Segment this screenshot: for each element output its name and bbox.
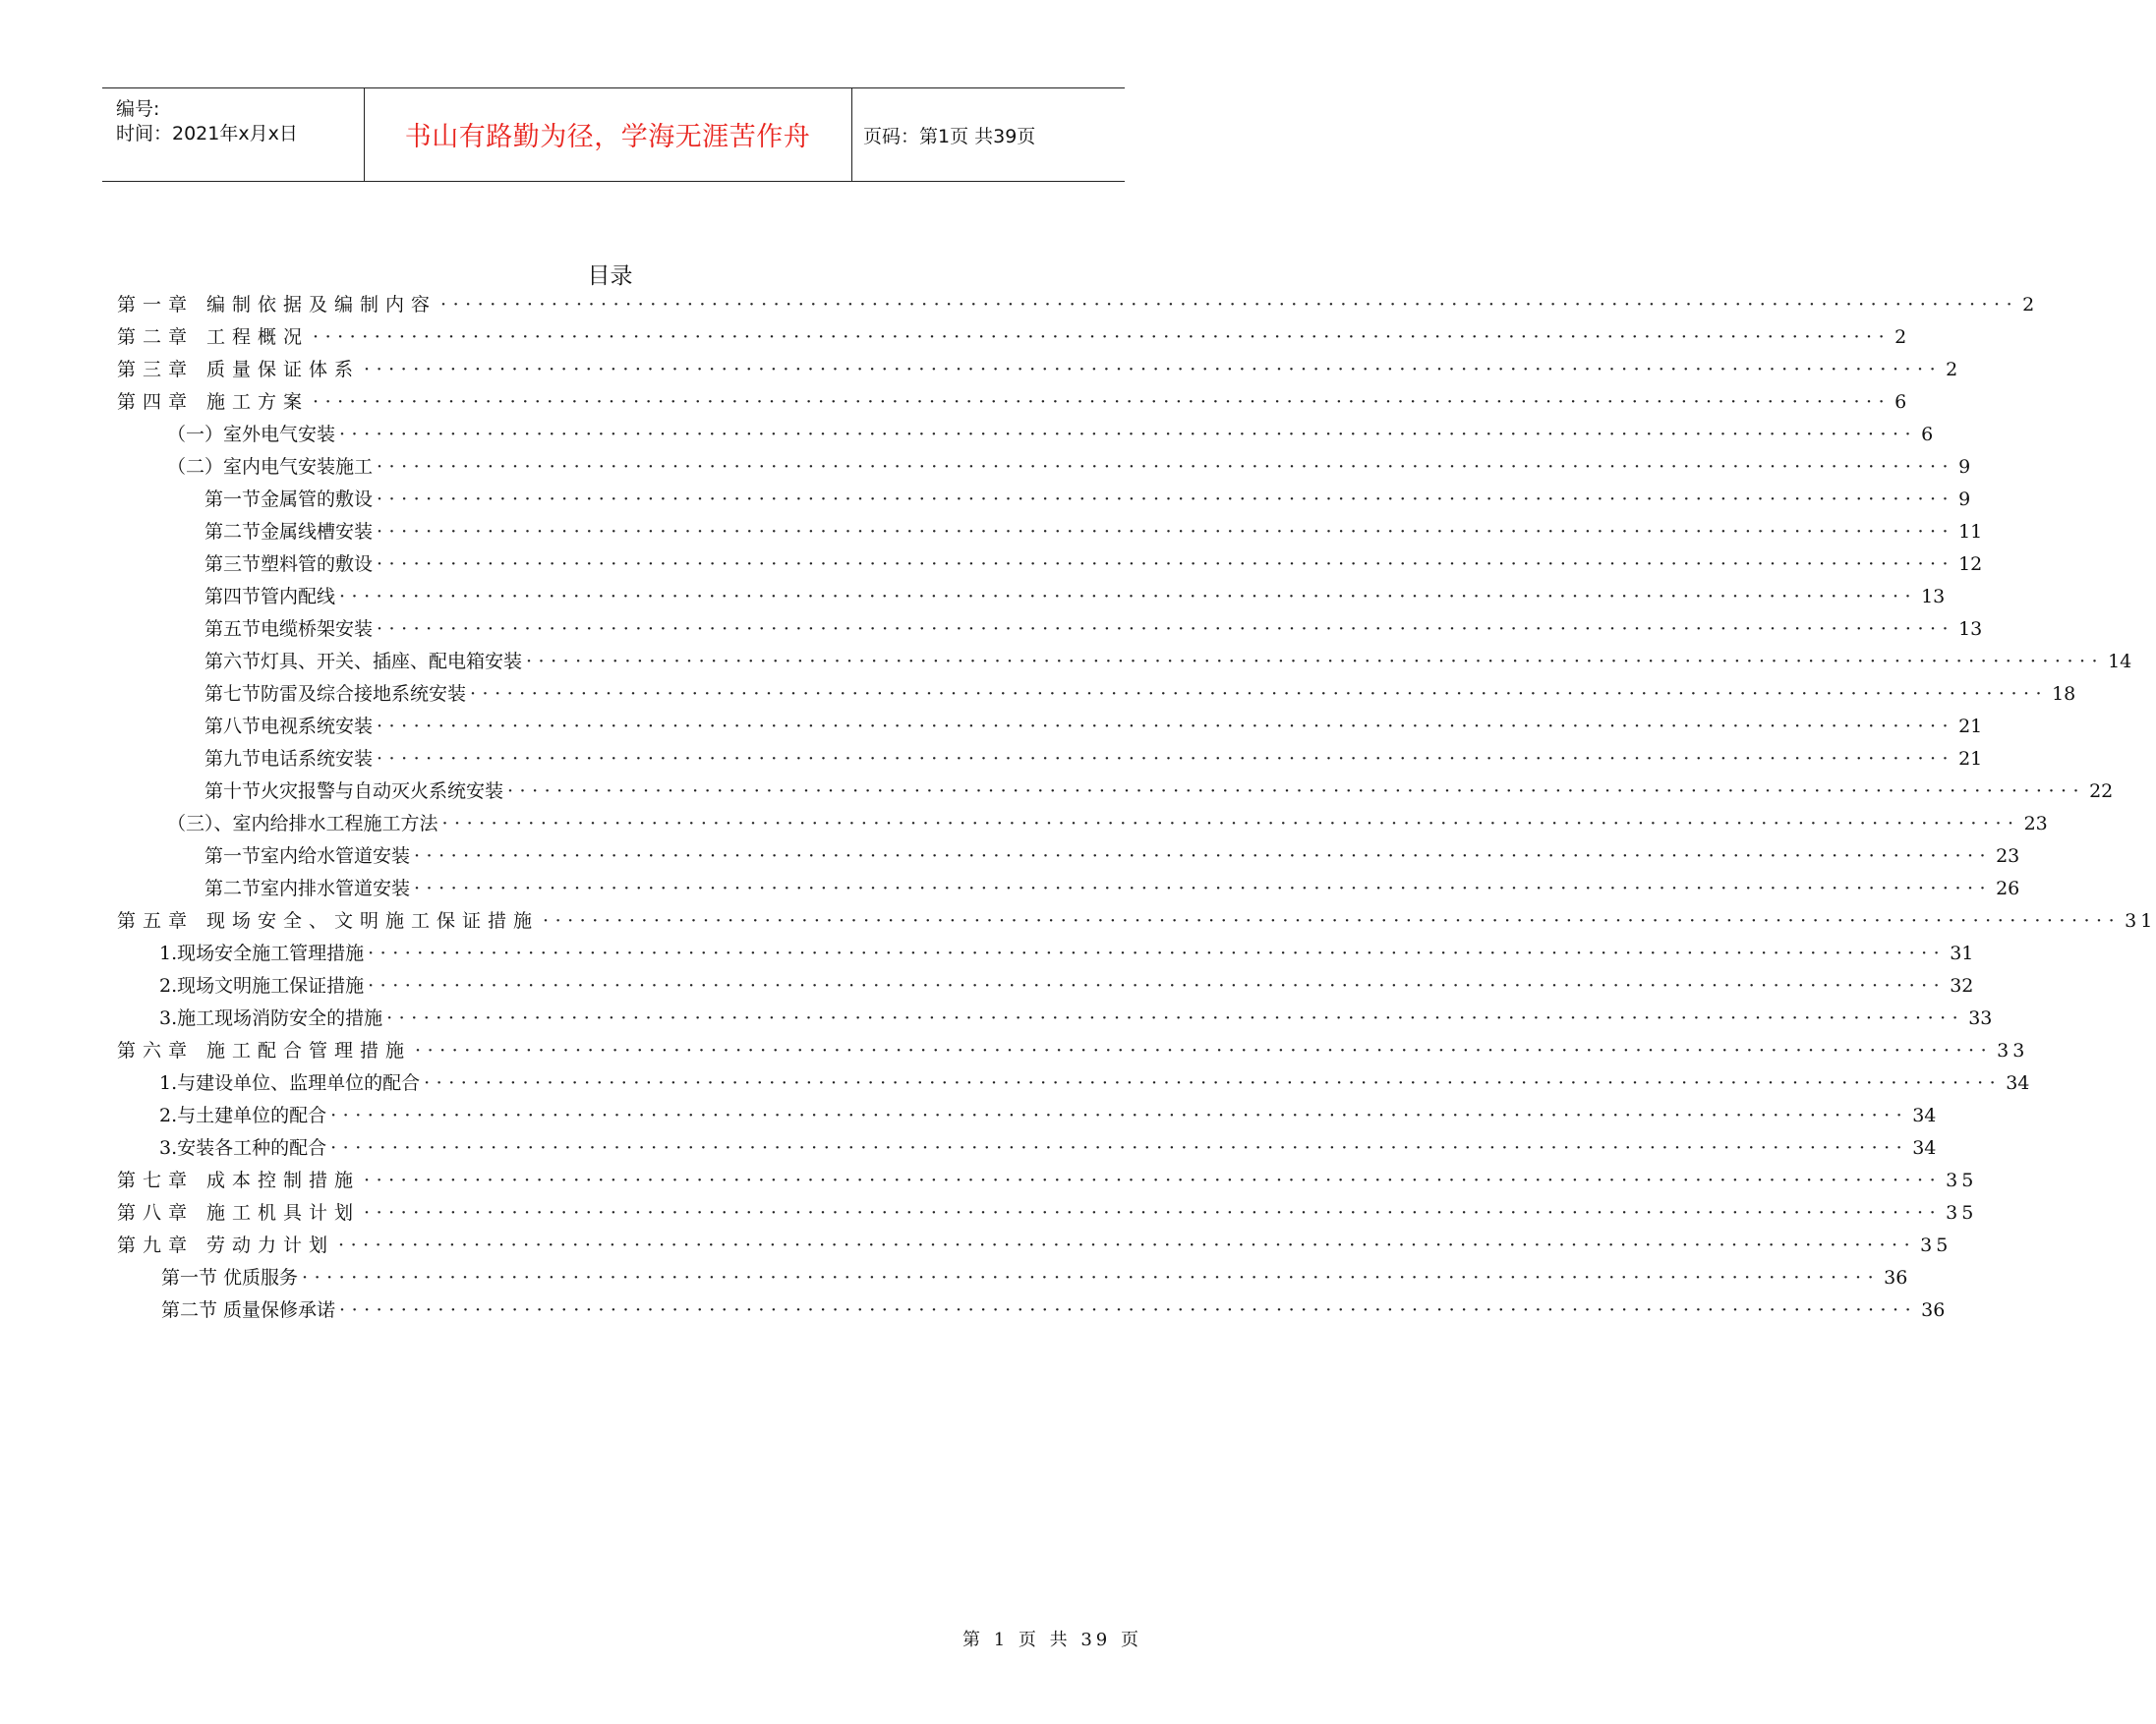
toc-entry-page: 9 [1958, 456, 1971, 478]
toc-entry-page: 33 [1968, 1007, 1993, 1029]
toc-entry[interactable] [204, 679, 2076, 711]
toc-leader: ································································································································ [339, 586, 1918, 607]
toc-leader: ································································································································ [339, 424, 1918, 445]
toc-entry-page: 34 [1912, 1137, 1937, 1159]
toc-entry[interactable] [117, 906, 2156, 938]
toc-entry-title: 第四章 施工方案 [117, 391, 310, 413]
header-middle-cell [364, 88, 852, 181]
toc-entry-title: （一）室外电气安装 [167, 424, 336, 445]
toc-leader: ································································································································ [414, 878, 1993, 899]
toc-entry-title: 第二节 质量保修承诺 [161, 1299, 336, 1321]
toc-leader: ································································································································ [338, 1235, 1917, 1256]
toc-entry-title: 第五章 现场安全、文明施工保证措施 [117, 910, 540, 932]
time-label: 时间：2021年x月x日 [116, 123, 298, 144]
toc-entry-page: 34 [2006, 1072, 2030, 1094]
header-page-label: 页码：第1页 共39页 [863, 126, 1036, 147]
toc-entry-page: 13 [1958, 618, 1983, 640]
toc-entry-page: 14 [2108, 651, 2132, 672]
toc-leader: ································································································································ [424, 1072, 2003, 1094]
toc-entry-title: 第七章 成本控制措施 [117, 1170, 361, 1191]
toc-entry[interactable] [204, 712, 1983, 743]
toc-leader: ································································································································ [302, 1267, 1881, 1289]
toc-entry[interactable] [159, 1068, 2030, 1100]
toc-entry[interactable] [204, 485, 1971, 516]
toc-leader: ································································································································ [377, 456, 1955, 478]
toc-entry[interactable] [117, 1231, 1952, 1262]
toc-entry-page: 32 [1950, 975, 1974, 997]
toc-entry-page: 2 [1946, 359, 1962, 380]
toc-entry-page: 6 [1921, 424, 1934, 445]
toc-entry[interactable] [117, 355, 1962, 386]
toc-entry-page: 13 [1921, 586, 1946, 607]
toc-entry-title: 第六章 施工配合管理措施 [117, 1040, 412, 1062]
toc-entry-page: 35 [1946, 1202, 1978, 1224]
toc-entry[interactable] [204, 549, 1983, 581]
header-right-cell [851, 88, 1125, 181]
toc-entry-page: 23 [2023, 813, 2048, 834]
toc-entry[interactable] [159, 1133, 1937, 1165]
toc-entry-title: 第四节管内配线 [204, 586, 336, 607]
toc-entry-title: 第九章 劳动力计划 [117, 1235, 335, 1256]
toc-entry-title: 第九节电话系统安装 [204, 748, 374, 770]
toc-entry-page: 31 [1950, 943, 1974, 964]
toc-entry-title: （二）室内电气安装施工 [167, 456, 374, 478]
toc-leader: ································································································································ [507, 780, 2086, 802]
toc-entry-page: 31 [2125, 910, 2156, 932]
toc-entry[interactable] [204, 841, 2020, 873]
toc-entry[interactable] [204, 874, 2020, 905]
toc-entry-title: 第一节室内给水管道安装 [204, 845, 411, 867]
toc-leader: ································································································································ [414, 845, 1993, 867]
toc-entry-title: 2.现场文明施工保证措施 [159, 975, 365, 997]
toc-leader: ································································································································ [313, 326, 1892, 348]
toc-entry[interactable] [204, 776, 2114, 808]
toc-entry[interactable] [161, 1295, 1946, 1327]
toc-leader: ································································································································ [377, 553, 1955, 575]
toc-leader: ································································································································ [330, 1137, 1909, 1159]
toc-leader: ································································································································ [377, 716, 1955, 737]
toc-entry[interactable] [159, 1004, 1993, 1035]
toc-entry-page: 2 [1894, 326, 1911, 348]
page-header [102, 87, 1125, 182]
toc-entry[interactable] [204, 517, 1983, 548]
toc-entry-title: 3.安装各工种的配合 [159, 1137, 327, 1159]
toc-entry[interactable] [159, 1101, 1937, 1132]
toc-entry-page: 18 [2052, 683, 2076, 705]
number-label: 编号: [116, 98, 160, 120]
toc-entry-page: 36 [1884, 1267, 1908, 1289]
page-footer: 第 1 页 共 39 页 [962, 1630, 1142, 1650]
toc-entry-title: 1.与建设单位、监理单位的配合 [159, 1072, 421, 1094]
toc-entry-title: 第二节金属线槽安装 [204, 521, 374, 543]
toc-entry-title: 第一节 优质服务 [161, 1267, 299, 1289]
toc-entry-page: 21 [1958, 748, 1983, 770]
toc-entry[interactable] [159, 971, 1974, 1003]
toc-entry-title: （三）、室内给排水工程施工方法 [167, 813, 438, 834]
toc-entry[interactable] [159, 939, 1974, 970]
toc-entry-page: 35 [1920, 1235, 1952, 1256]
toc-entry[interactable] [167, 809, 2048, 840]
toc-entry[interactable] [167, 420, 1934, 451]
toc-leader: ································································································································ [470, 683, 2049, 705]
toc-entry[interactable] [117, 322, 1911, 354]
toc-entry-title: 第三节塑料管的敷设 [204, 553, 374, 575]
toc-entry-page: 21 [1958, 716, 1983, 737]
toc-entry[interactable] [117, 387, 1911, 419]
toc-entry[interactable] [117, 290, 2039, 321]
toc-leader: ································································································································ [441, 813, 2020, 834]
toc-entry[interactable] [204, 647, 2132, 678]
toc-entry[interactable] [204, 614, 1983, 646]
toc-leader: ································································································································ [386, 1007, 1965, 1029]
toc-entry-title: 1.现场安全施工管理措施 [159, 943, 365, 964]
toc-entry-title: 第二章 工程概况 [117, 326, 310, 348]
toc-entry-page: 33 [1997, 1040, 2029, 1062]
toc-entry[interactable] [204, 744, 1983, 776]
toc-leader: ································································································································ [364, 1202, 1943, 1224]
toc-entry-title: 第一节金属管的敷设 [204, 488, 374, 510]
toc-entry-page: 12 [1958, 553, 1983, 575]
toc-leader: ································································································································ [364, 1170, 1943, 1191]
toc-entry-page: 23 [1996, 845, 2020, 867]
toc-leader: ································································································································ [364, 359, 1943, 380]
toc-entry-page: 22 [2089, 780, 2114, 802]
toc-entry-page: 6 [1894, 391, 1911, 413]
toc-entry[interactable] [167, 452, 1971, 484]
toc-entry[interactable] [161, 1263, 1908, 1294]
toc-entry-page: 26 [1996, 878, 2020, 899]
toc-leader: ································································································································ [377, 488, 1955, 510]
toc-entry-page: 9 [1958, 488, 1971, 510]
toc-leader: ································································································································ [440, 294, 2019, 316]
toc-leader: ································································································································ [368, 975, 1947, 997]
toc-entry-title: 第十节火灾报警与自动灭火系统安装 [204, 780, 504, 802]
toc-entry[interactable] [117, 1036, 2029, 1067]
toc-entry-title: 第六节灯具、开关、插座、配电箱安装 [204, 651, 523, 672]
toc-leader: ································································································································ [543, 910, 2122, 932]
toc-leader: ································································································································ [368, 943, 1947, 964]
toc-entry-title: 第八章 施工机具计划 [117, 1202, 361, 1224]
toc-entry[interactable] [117, 1166, 1978, 1197]
toc-entry-title: 第七节防雷及综合接地系统安装 [204, 683, 467, 705]
toc-entry-title: 第三章 质量保证体系 [117, 359, 361, 380]
toc-title: 目录 [587, 263, 633, 289]
header-left-cell [102, 88, 365, 181]
toc-leader: ································································································································ [377, 521, 1955, 543]
toc-leader: ································································································································ [313, 391, 1892, 413]
toc-leader: ································································································································ [526, 651, 2105, 672]
toc-entry[interactable] [117, 1198, 1978, 1230]
toc-leader: ································································································································ [415, 1040, 1994, 1062]
toc-entry-title: 第二节室内排水管道安装 [204, 878, 411, 899]
motto-text: 书山有路勤为径，学海无涯苦作舟 [404, 122, 811, 152]
toc-leader: ································································································································ [377, 618, 1955, 640]
toc-entry-page: 34 [1912, 1105, 1937, 1126]
toc-entry-page: 36 [1921, 1299, 1946, 1321]
toc-entry-page: 11 [1958, 521, 1983, 543]
toc-entry-title: 第一章 编制依据及编制内容 [117, 294, 437, 316]
toc-leader: ································································································································ [377, 748, 1955, 770]
toc-leader: ································································································································ [339, 1299, 1918, 1321]
toc-entry-title: 第五节电缆桥架安装 [204, 618, 374, 640]
toc-entry-page: 2 [2022, 294, 2039, 316]
toc-entry-title: 3.施工现场消防安全的措施 [159, 1007, 383, 1029]
toc-entry[interactable] [204, 582, 1946, 613]
toc-entry-title: 第八节电视系统安装 [204, 716, 374, 737]
toc-entry-title: 2.与土建单位的配合 [159, 1105, 327, 1126]
toc-entry-page: 35 [1946, 1170, 1978, 1191]
toc-leader: ································································································································ [330, 1105, 1909, 1126]
